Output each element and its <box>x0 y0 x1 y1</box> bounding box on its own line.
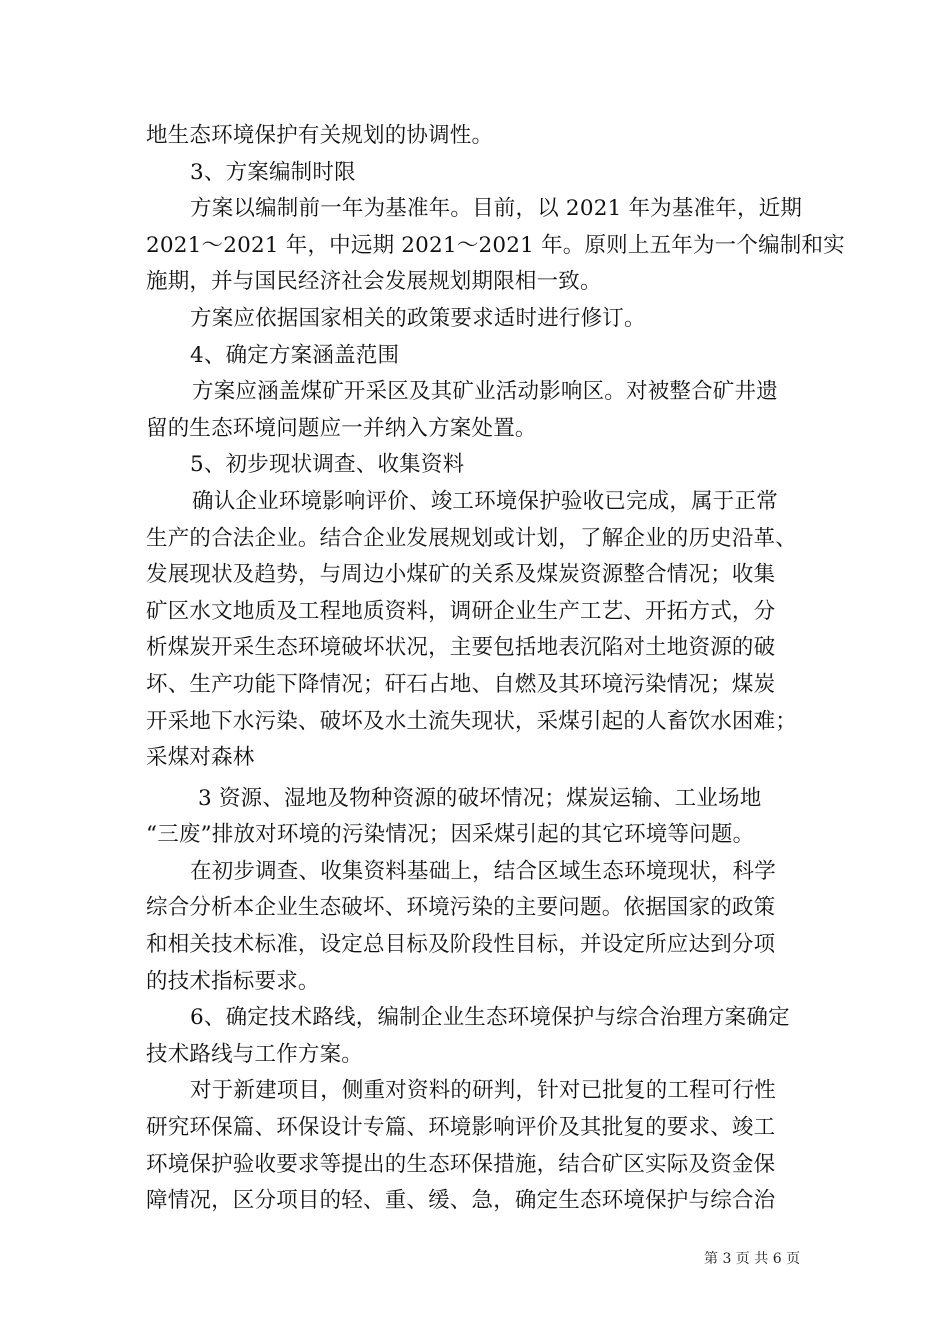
text-line: 方案应依据国家相关的政策要求适时进行修订。 <box>190 305 646 331</box>
text-line: 坏、生产功能下降情况；矸石占地、自燃及其环境污染情况；煤炭 <box>146 671 776 697</box>
text-line: 地生态环境保护有关规划的协调性。 <box>146 123 494 148</box>
section-heading: 4、确定方案涵盖范围 <box>190 342 400 368</box>
text-line: 生产的合法企业。结合企业发展规划或计划，了解企业的历史沿革、 <box>146 525 798 551</box>
text-line: 综合分析本企业生态破坏、环境污染的主要问题。依据国家的政策 <box>146 895 776 921</box>
text-line: 技术路线与工作方案。 <box>146 1041 364 1067</box>
text-line: “三废”排放对环境的污染情况；因采煤引起的其它环境等问题。 <box>146 822 755 848</box>
text-line: 采煤对森林 <box>146 745 255 771</box>
text-line: 环境保护验收要求等提出的生态环保措施，结合矿区实际及资金保 <box>146 1151 776 1177</box>
text-line: 在初步调查、收集资料基础上，结合区域生态环境现状，科学 <box>190 858 776 884</box>
text-line: 3 资源、湿地及物种资源的破坏情况；煤炭运输、工业场地 <box>198 785 762 811</box>
text-line: 方案以编制前一年为基准年。目前，以 2021 年为基准年，近期 <box>190 196 803 222</box>
text-line: 确认企业环境影响评价、竣工环境保护验收已完成，属于正常 <box>192 488 778 514</box>
section-heading: 6、确定技术路线，编制企业生态环境保护与综合治理方案确定 <box>190 1005 790 1031</box>
text-line: 和相关技术标准，设定总目标及阶段性目标，并设定所应达到分项 <box>146 932 776 958</box>
page-number-footer: 第 3 页 共 6 页 <box>704 1251 801 1267</box>
text-line: 方案应涵盖煤矿开采区及其矿业活动影响区。对被整合矿井遗 <box>192 379 778 405</box>
text-line: 施期，并与国民经济社会发展规划期限相一致。 <box>146 269 602 295</box>
text-line: 留的生态环境问题应一并纳入方案处置。 <box>146 415 537 441</box>
text-line: 开采地下水污染、破坏及水土流失现状，采煤引起的人畜饮水困难； <box>146 708 798 734</box>
text-line: 对于新建项目，侧重对资料的研判，针对已批复的工程可行性 <box>190 1078 776 1104</box>
text-line: 析煤炭开采生态环境破坏状况，主要包括地表沉陷对土地资源的破 <box>146 635 776 661</box>
text-line: 矿区水文地质及工程地质资料，调研企业生产工艺、开拓方式，分 <box>146 598 776 624</box>
text-line: 2021～2021 年，中远期 2021～2021 年。原则上五年为一个编制和实 <box>146 232 845 258</box>
text-line: 的技术指标要求。 <box>146 968 320 994</box>
section-heading: 5、初步现状调查、收集资料 <box>190 452 465 478</box>
document-body <box>146 118 845 1220</box>
section-heading: 3、方案编制时限 <box>190 159 356 185</box>
text-line: 发展现状及趋势，与周边小煤矿的关系及煤炭资源整合情况；收集 <box>146 562 776 588</box>
text-line: 研究环保篇、环保设计专篇、环境影响评价及其批复的要求、竣工 <box>146 1115 776 1141</box>
text-line: 障情况，区分项目的轻、重、缓、急，确定生态环境保护与综合治 <box>146 1188 776 1214</box>
